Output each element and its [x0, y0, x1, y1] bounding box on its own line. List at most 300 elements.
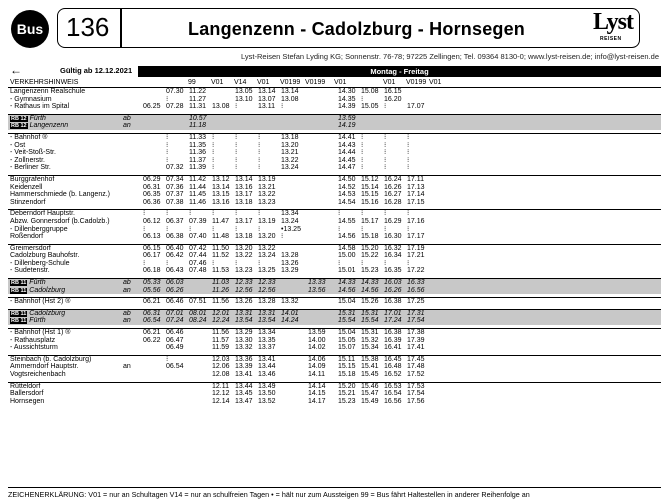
- departure-time: 11.42: [189, 175, 206, 183]
- column-header: V01: [383, 79, 396, 86]
- stop-row: [8, 142, 661, 150]
- stop-row: [8, 176, 661, 184]
- stop-label: - Dillenberg-Schule: [10, 259, 70, 267]
- departure-time: ⁝: [235, 164, 238, 172]
- column-header-row: [8, 78, 661, 88]
- departure-time: 07.48: [189, 267, 207, 275]
- departure-time: 06.26: [166, 286, 184, 294]
- departure-time: 15.31: [361, 329, 379, 337]
- stop-name: [10, 329, 70, 337]
- departure-time: 06.31: [143, 309, 161, 317]
- stop-label: - Dillenberggruppe: [10, 225, 68, 233]
- departure-time: 13.32: [281, 298, 299, 306]
- stop-name: [10, 245, 51, 253]
- departure-time: 06.46: [166, 329, 184, 337]
- stop-row: [8, 96, 661, 104]
- departure-time: ⁝: [258, 164, 261, 172]
- departure-time: 13.59: [308, 329, 326, 337]
- departure-time: 15.38: [361, 355, 379, 363]
- departure-time: 06.42: [166, 252, 184, 260]
- stop-name: [10, 210, 75, 218]
- departure-time: 15.22: [361, 252, 379, 260]
- company-logo: Lyst: [593, 9, 634, 35]
- departure-time: ⁝: [361, 95, 364, 103]
- departure-time: 13.33: [308, 279, 326, 287]
- departure-time: 07.30: [166, 88, 184, 95]
- departure-time: 11.53: [212, 267, 229, 275]
- departure-time: 06.25: [143, 103, 161, 111]
- departure-time: 13.16: [235, 183, 253, 191]
- rail-connection-row: [8, 122, 661, 130]
- departure-time: 06.21: [143, 298, 161, 306]
- departure-time: 12.56: [258, 286, 276, 294]
- stop-name: [10, 176, 54, 184]
- departure-time: 16.38: [384, 298, 402, 306]
- departure-time: 13.47: [235, 397, 253, 405]
- departure-time: 15.20: [338, 382, 356, 390]
- departure-time: 17.21: [407, 252, 425, 260]
- stop-name: [10, 398, 44, 406]
- departure-time: 13.05: [235, 88, 253, 95]
- departure-time: 08.01: [189, 309, 207, 317]
- departure-time: 14.35: [338, 95, 356, 103]
- stop-label: Fürth: [29, 279, 46, 287]
- departure-time: ⁝: [258, 156, 261, 164]
- departure-time: 13.08: [212, 103, 230, 111]
- stop-label: Fürth: [29, 114, 46, 122]
- rail-connection-row: [8, 115, 661, 123]
- departure-time: 12.08: [212, 371, 230, 378]
- departure-time: 16.39: [384, 336, 402, 344]
- departure-time: ⁝: [384, 133, 387, 141]
- stop-name: [10, 226, 68, 234]
- departure-time: 14.52: [338, 183, 356, 191]
- stop-label: - Bahnhof (Hst 1) ®: [10, 329, 71, 337]
- departure-time: 17.19: [407, 244, 425, 252]
- departure-time: ⁝: [384, 210, 387, 218]
- stop-row: [8, 233, 661, 241]
- departure-time: 16.26: [384, 183, 402, 191]
- stop-row: [8, 337, 661, 345]
- column-header: V0199: [280, 79, 301, 86]
- stop-name: [10, 157, 45, 165]
- departure-time: 11.18: [189, 122, 206, 130]
- departure-time: ⁝: [212, 225, 215, 233]
- departure-time: 15.15: [361, 191, 379, 199]
- departure-time: 13.56: [308, 286, 326, 294]
- departure-time: 13.22: [235, 252, 253, 260]
- departure-time: 07.28: [166, 103, 184, 111]
- stop-label: Burggrafenhof: [10, 175, 55, 183]
- stop-label: Cadolzburg: [29, 309, 66, 317]
- departure-time: 13.35: [258, 336, 276, 344]
- stop-name: [10, 252, 79, 260]
- departure-time: 13.32: [235, 344, 253, 352]
- stop-row: [8, 383, 661, 391]
- departure-time: ⁝: [384, 103, 387, 111]
- stop-row: [8, 199, 661, 207]
- departure-time: 06.46: [166, 298, 184, 306]
- departure-time: 15.49: [361, 397, 379, 405]
- departure-time: 16.45: [384, 355, 402, 363]
- departure-time: 11.46: [189, 198, 206, 206]
- departure-time: 13.50: [258, 390, 276, 398]
- departure-time: ⁝: [235, 156, 238, 164]
- departure-time: ⁝: [166, 133, 169, 141]
- stop-label: Vogtsreichenbach: [10, 371, 66, 378]
- departure-time: 15.18: [338, 371, 356, 378]
- departure-time: 13.54: [258, 317, 276, 325]
- departure-time: 14.58: [338, 244, 356, 252]
- departure-time: 11.31: [189, 103, 206, 111]
- departure-time: 13.26: [281, 259, 299, 267]
- company-logo-sub: REISEN: [600, 36, 622, 42]
- departure-time: 15.23: [338, 397, 356, 405]
- arrival-departure-marker: ab: [123, 279, 131, 287]
- departure-time: ⁝: [212, 149, 215, 157]
- departure-time: 13.23: [235, 267, 253, 275]
- departure-time: 06.03: [166, 279, 184, 287]
- departure-time: 13.21: [258, 183, 276, 191]
- stop-name: [10, 310, 65, 318]
- departure-time: 13.39: [235, 363, 253, 371]
- departure-time: 17.07: [407, 103, 425, 111]
- departure-time: 16.20: [384, 95, 402, 103]
- stop-name: [10, 199, 45, 207]
- column-header: V01: [429, 79, 442, 86]
- departure-time: 17.52: [407, 371, 425, 378]
- departure-time: 07.46: [189, 259, 207, 267]
- validity-row: [8, 63, 661, 77]
- departure-time: 16.24: [384, 175, 402, 183]
- column-header: V01: [211, 79, 224, 86]
- departure-time: ⁝: [258, 133, 261, 141]
- departure-time: 13.34: [281, 210, 299, 218]
- departure-time: 13.20: [235, 244, 253, 252]
- departure-time: 07.37: [166, 191, 184, 199]
- departure-time: 17.11: [407, 175, 424, 183]
- departure-time: 14.55: [338, 217, 356, 225]
- rail-connection-row: [8, 310, 661, 318]
- stop-row: [8, 191, 661, 199]
- departure-time: 06.17: [143, 252, 161, 260]
- departure-time: 07.51: [189, 298, 207, 306]
- departure-time: 14.39: [338, 103, 356, 111]
- company-contact: Lyst-Reisen Stefan Lyding KG; Sonnenstr. 76-78; 97225 Zellingen; Tel. 09364 8130-0; www.lyst-reisen.de; info@lyst-reisen.de: [241, 52, 659, 61]
- departure-time: 11.44: [189, 183, 206, 191]
- departure-time: 14.11: [308, 371, 325, 378]
- departure-time: 07.32: [166, 164, 184, 172]
- stop-name: [10, 164, 51, 172]
- departure-time: 13.16: [212, 198, 230, 206]
- stop-name: [10, 371, 66, 379]
- departure-time: 15.05: [361, 103, 379, 111]
- departure-time: 07.34: [166, 175, 184, 183]
- departure-time: 13.46: [258, 371, 276, 378]
- arrival-departure-marker: an: [123, 122, 131, 130]
- departure-time: ⁝: [384, 259, 387, 267]
- stop-label: Stinzendorf: [10, 198, 46, 206]
- departure-time: 14.00: [308, 336, 326, 344]
- stop-label: - Rathaus im Spital: [10, 103, 70, 111]
- departure-time: ⁝: [166, 156, 169, 164]
- departure-time: 15.04: [338, 329, 356, 337]
- departure-time: 07.39: [189, 217, 207, 225]
- departure-time: 13.24: [281, 164, 299, 172]
- stop-row: [8, 88, 661, 96]
- departure-time: 14.30: [338, 88, 356, 95]
- departure-time: 06.47: [166, 336, 184, 344]
- departure-time: 15.31: [338, 309, 356, 317]
- stop-row: [8, 398, 661, 406]
- stop-label: - Sudetenstr.: [10, 267, 50, 275]
- departure-time: ⁝: [361, 149, 364, 157]
- departure-time: 13.41: [235, 371, 253, 378]
- departure-time: 14.33: [338, 279, 356, 287]
- departure-time: 15.01: [338, 267, 356, 275]
- departure-time: 17.15: [407, 198, 425, 206]
- departure-time: ⁝: [407, 225, 410, 233]
- departure-time: 06.12: [143, 217, 161, 225]
- stop-name: [10, 287, 65, 295]
- departure-time: 11.57: [212, 336, 229, 344]
- stop-label: - Gymnasium: [10, 95, 52, 103]
- stop-name: [10, 356, 91, 364]
- departure-time: 15.16: [361, 198, 379, 206]
- stop-name: [10, 115, 46, 123]
- departure-time: 14.54: [338, 198, 356, 206]
- departure-time: 14.44: [338, 149, 356, 157]
- departure-time: ⁝: [281, 233, 284, 241]
- departure-time: 17.48: [407, 363, 425, 371]
- departure-time: 15.17: [361, 217, 379, 225]
- departure-time: ⁝: [407, 149, 410, 157]
- departure-time: 11.56: [212, 329, 229, 337]
- column-header: 99: [188, 79, 196, 86]
- stop-row: [8, 371, 661, 379]
- departure-time: 13.14: [212, 183, 230, 191]
- departure-time: ⁝: [235, 141, 238, 149]
- arrival-departure-marker: an: [123, 317, 131, 325]
- departure-time: 06.35: [143, 191, 161, 199]
- stop-row: [8, 252, 661, 260]
- departure-time: 11.48: [212, 233, 229, 241]
- departure-time: 16.32: [384, 244, 402, 252]
- rail-line-badge: RB 11: [11, 280, 27, 287]
- departure-time: ⁝: [361, 156, 364, 164]
- departure-time: ⁝: [258, 210, 261, 218]
- stop-name: [10, 267, 50, 275]
- stop-row: [8, 226, 661, 234]
- departure-time: 13.24: [281, 217, 299, 225]
- departure-time: 15.54: [361, 317, 379, 325]
- departure-time: ⁝: [143, 259, 146, 267]
- departure-time: 15.23: [361, 267, 379, 275]
- departure-time: 11.59: [212, 344, 229, 352]
- departure-time: 17.54: [407, 390, 425, 398]
- departure-time: 13.26: [235, 298, 253, 306]
- departure-time: 07.44: [189, 252, 207, 260]
- line-divider: [120, 9, 122, 47]
- stop-label: Hammerschmiede (b. Langenz.): [10, 191, 110, 199]
- departure-time: 13.18: [235, 198, 253, 206]
- departure-time: 06.29: [143, 175, 161, 183]
- departure-time: 12.12: [212, 390, 230, 398]
- departure-time: 13.20: [258, 233, 276, 241]
- departure-time: 11.26: [212, 286, 229, 294]
- rail-connection-row: [8, 279, 661, 287]
- stop-name: [10, 96, 52, 104]
- departure-time: 06.13: [143, 233, 161, 241]
- stop-label: Keidenzell: [10, 183, 43, 191]
- departure-time: ⁝: [258, 259, 261, 267]
- legend: ZEICHENERKLÄRUNG: V01 = nur an Schultagen V14 = nur an schulfreien Tagen • = hält nur zum Aussteigen 99 = Bus fährt Haltestellen in anderer Reihenfolge an: [8, 487, 661, 499]
- departure-time: ⁝: [143, 210, 146, 218]
- departure-time: 16.38: [384, 329, 402, 337]
- stop-label: - Bahnhof ®: [10, 133, 48, 141]
- departure-time: 15.05: [338, 336, 356, 344]
- departure-time: 14.50: [338, 175, 356, 183]
- departure-time: ⁝: [166, 95, 169, 103]
- departure-time: 13.14: [281, 88, 299, 95]
- departure-time: 14.01: [281, 309, 299, 317]
- departure-time: 15.32: [361, 336, 379, 344]
- departure-time: 17.56: [407, 397, 425, 405]
- departure-time: 13.31: [258, 309, 276, 317]
- departure-time: ⁝: [361, 164, 364, 172]
- departure-time: 16.56: [384, 397, 402, 405]
- departure-time: 17.39: [407, 336, 425, 344]
- departure-time: 15.34: [361, 344, 379, 352]
- departure-time: 06.38: [166, 233, 184, 241]
- departure-time: 12.24: [212, 317, 230, 325]
- stop-name: [10, 218, 110, 226]
- arrival-departure-marker: an: [123, 363, 131, 371]
- stop-name: [10, 233, 43, 241]
- departure-time: 13.37: [258, 344, 276, 352]
- departure-time: 13.36: [235, 355, 253, 363]
- column-header: V0199: [406, 79, 427, 86]
- departure-time: ⁝: [384, 156, 387, 164]
- departure-time: 13.45: [235, 390, 253, 398]
- stop-label: - Zollnerstr.: [10, 156, 46, 164]
- departure-time: 14.06: [308, 355, 326, 363]
- departure-time: ⁝: [361, 225, 364, 233]
- departure-time: 06.18: [143, 267, 161, 275]
- stop-row: [8, 356, 661, 364]
- departure-time: 11.56: [212, 298, 229, 306]
- line-number: 136: [66, 12, 110, 42]
- departure-time: 16.54: [384, 390, 402, 398]
- departure-time: 16.35: [384, 267, 402, 275]
- departure-time: 13.18: [235, 233, 253, 241]
- departure-time: 13.22: [258, 191, 276, 199]
- departure-time: 11.50: [212, 244, 229, 252]
- stop-name: [10, 344, 58, 352]
- departure-time: 17.54: [407, 317, 425, 325]
- departure-time: 17.24: [384, 317, 402, 325]
- departure-time: ⁝: [361, 141, 364, 149]
- departure-time: ⁝: [166, 141, 169, 149]
- departure-time: 13.23: [258, 198, 276, 206]
- departure-time: 12.33: [258, 279, 276, 287]
- departure-time: 15.14: [361, 183, 379, 191]
- stop-label: Abzw. Gonnersdorf (b.Cadolzb.): [10, 217, 110, 225]
- departure-time: ⁝: [281, 103, 284, 111]
- departure-time: 13.12: [212, 175, 230, 183]
- departure-time: ⁝: [338, 225, 341, 233]
- departure-time: 13.19: [258, 175, 276, 183]
- departure-time: 11.36: [189, 149, 206, 157]
- column-header: V14: [234, 79, 247, 86]
- departure-time: 14.47: [338, 164, 356, 172]
- stop-row: [8, 157, 661, 165]
- departure-time: 15.45: [361, 371, 379, 378]
- stop-row: [8, 298, 661, 306]
- rail-line-badge: RB 11: [11, 310, 27, 317]
- departure-time: 13.07: [258, 95, 276, 103]
- departure-time: 12.14: [212, 397, 230, 405]
- departure-time: 14.19: [338, 122, 356, 130]
- departure-time: ⁝: [407, 164, 410, 172]
- stop-label: Ammerndorf Hauptstr.: [10, 363, 79, 371]
- stop-row: [8, 210, 661, 218]
- timetable: [8, 78, 661, 405]
- departure-time: 15.31: [361, 309, 379, 317]
- stop-name: [10, 337, 55, 345]
- rail-line-badge: RB 12: [11, 123, 27, 130]
- stop-label: - Bahnhof (Hst 2) ®: [10, 298, 71, 306]
- departure-time: 11.47: [212, 217, 229, 225]
- departure-time: 11.37: [189, 156, 206, 164]
- departure-time: 15.21: [338, 390, 356, 398]
- departure-time: ⁝: [166, 225, 169, 233]
- departure-time: 13.34: [258, 329, 276, 337]
- stop-name: [10, 279, 46, 287]
- departure-time: 13.29: [281, 267, 299, 275]
- stop-name: [10, 142, 25, 150]
- departure-time: 14.15: [308, 390, 326, 398]
- departure-time: 13.28: [258, 298, 276, 306]
- departure-time: 13.25: [258, 267, 276, 275]
- departure-time: 16.48: [384, 363, 402, 371]
- stop-name: [10, 184, 42, 192]
- departure-time: 13.20: [281, 141, 299, 149]
- departure-time: 13.14: [258, 88, 276, 95]
- stop-name: [10, 88, 85, 96]
- departure-time: ⁝: [407, 141, 410, 149]
- departure-time: 12.11: [212, 382, 229, 390]
- departure-time: 11.52: [212, 252, 229, 260]
- departure-time: 11.22: [189, 88, 206, 95]
- departure-time: ⁝: [235, 103, 238, 111]
- departure-time: 11.03: [212, 279, 229, 287]
- departure-time: 15.15: [338, 363, 356, 371]
- departure-time: ⁝: [407, 133, 410, 141]
- departure-time: 14.56: [361, 286, 379, 294]
- stop-row: [8, 363, 661, 371]
- departure-time: ⁝: [258, 149, 261, 157]
- stop-name: [10, 383, 40, 391]
- departure-time: ⁝: [361, 133, 364, 141]
- departure-time: ⁝: [235, 210, 238, 218]
- departure-time: ⁝: [235, 259, 238, 267]
- departure-time: ⁝: [338, 210, 341, 218]
- departure-time: 07.40: [189, 233, 207, 241]
- rail-line-badge: RB 12: [11, 115, 27, 122]
- departure-time: •13.25: [281, 225, 301, 233]
- departure-time: 16.15: [384, 88, 402, 95]
